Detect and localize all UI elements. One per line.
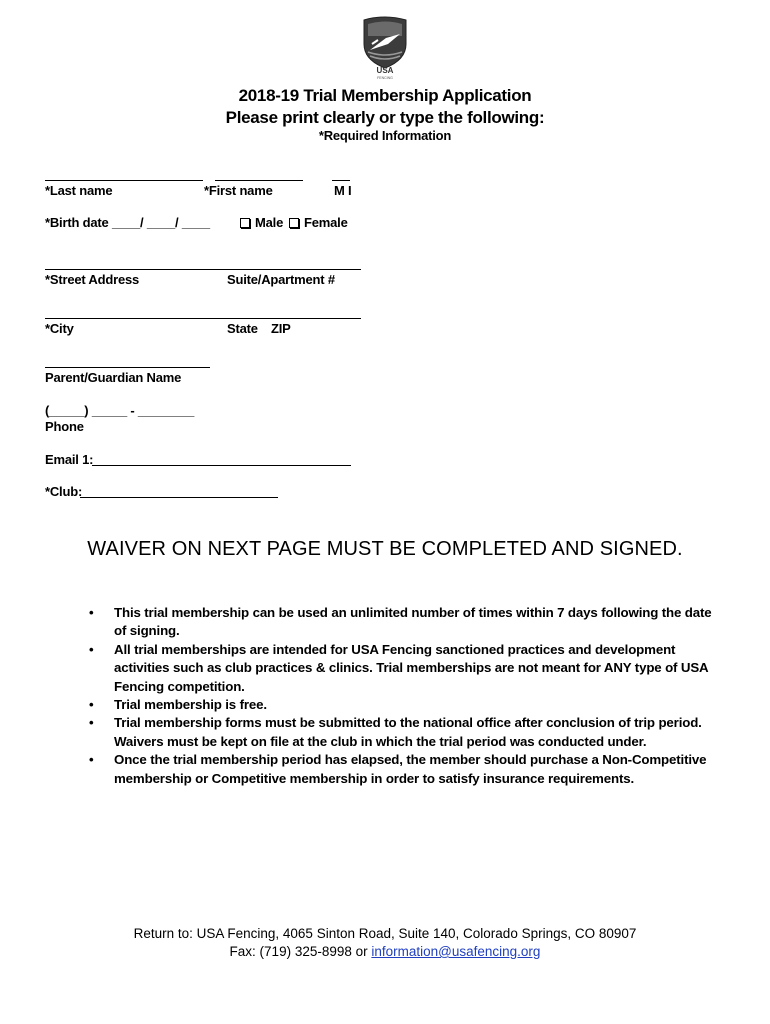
male-checkbox[interactable] [240,215,283,230]
phone-label: Phone [45,419,84,434]
bullet-icon: • [89,697,94,713]
list-item: • This trial membership can be used an unlimited number of times within 7 days following the date of signing. [89,605,712,639]
page-title: 2018-19 Trial Membership Application [238,86,532,105]
email-line[interactable] [92,465,351,466]
email-label: Email 1: [45,452,94,467]
guardian-name-line[interactable] [45,367,210,368]
mi-label: M I [334,183,352,198]
waiver-notice: WAIVER ON NEXT PAGE MUST BE COMPLETED AND SIGNED. [87,538,683,560]
checkbox-icon[interactable] [240,218,250,228]
list-item: • Trial membership is free. [84,696,714,714]
street-address-label: *Street Address [45,272,140,287]
email-link[interactable]: information@usafencing.org [371,944,541,959]
fax-text: Fax: (719) 325-8998 or [229,944,372,959]
street-address-line[interactable] [45,269,361,270]
page-subtitle: Please print clearly or type the following: [225,108,545,127]
female-checkbox[interactable] [289,215,348,230]
list-item: • All trial memberships are intended for USA Fencing sanctioned practices and development activities such as club practices & clinics. Trial memberships are not meant for ANY type of USA Fencing competition. [89,641,709,694]
return-address [0,926,770,941]
shield-icon [360,14,410,80]
required-note: *Required Information [318,128,452,143]
suite-label: Suite/Apartment # [227,272,335,287]
info-bullet-list [84,604,714,788]
mailing-address: 4065 Sinton Road, Suite 140, Colorado Springs, CO 80907 [279,926,637,941]
birth-date-field[interactable]: *Birth date ____/ ____/ ____ [45,215,210,230]
usa-fencing-logo [360,14,410,80]
bullet-icon: • [89,605,94,620]
club-label: *Club: [45,484,83,499]
zip-label: ZIP [271,321,291,336]
svg-text:FENCING: FENCING [377,76,393,80]
first-name-line[interactable] [215,180,303,181]
bullet-icon: • [89,752,94,768]
svg-text:USA: USA [376,66,394,75]
list-item: • Trial membership forms must be submitted to the national office after conclusion of trip period. Waivers must be kept on file at the club in which the trial period was conducted under. [89,715,702,749]
state-label: State [227,321,258,336]
bullet-icon: • [89,641,94,657]
female-label: Female [304,215,348,230]
fax-line [0,944,770,959]
return-prefix: Return to: USA Fencing, [133,926,280,941]
checkbox-icon[interactable] [289,218,299,228]
club-line[interactable] [80,497,278,498]
list-item: • Once the trial membership period has elapsed, the member should purchase a Non-Competitive membership or Competitive membership in order to satisfy insurance requirements. [89,752,707,786]
first-name-label: *First name [204,183,273,198]
mi-line[interactable] [332,180,350,181]
phone-field[interactable]: (_____) _____ - ________ [45,403,195,418]
city-line[interactable] [45,318,361,319]
guardian-name-label: Parent/Guardian Name [45,370,182,385]
last-name-label: *Last name [45,183,113,198]
city-label: *City [45,321,74,336]
bullet-icon: • [89,715,94,731]
male-label: Male [255,215,284,230]
last-name-line[interactable] [45,180,203,181]
